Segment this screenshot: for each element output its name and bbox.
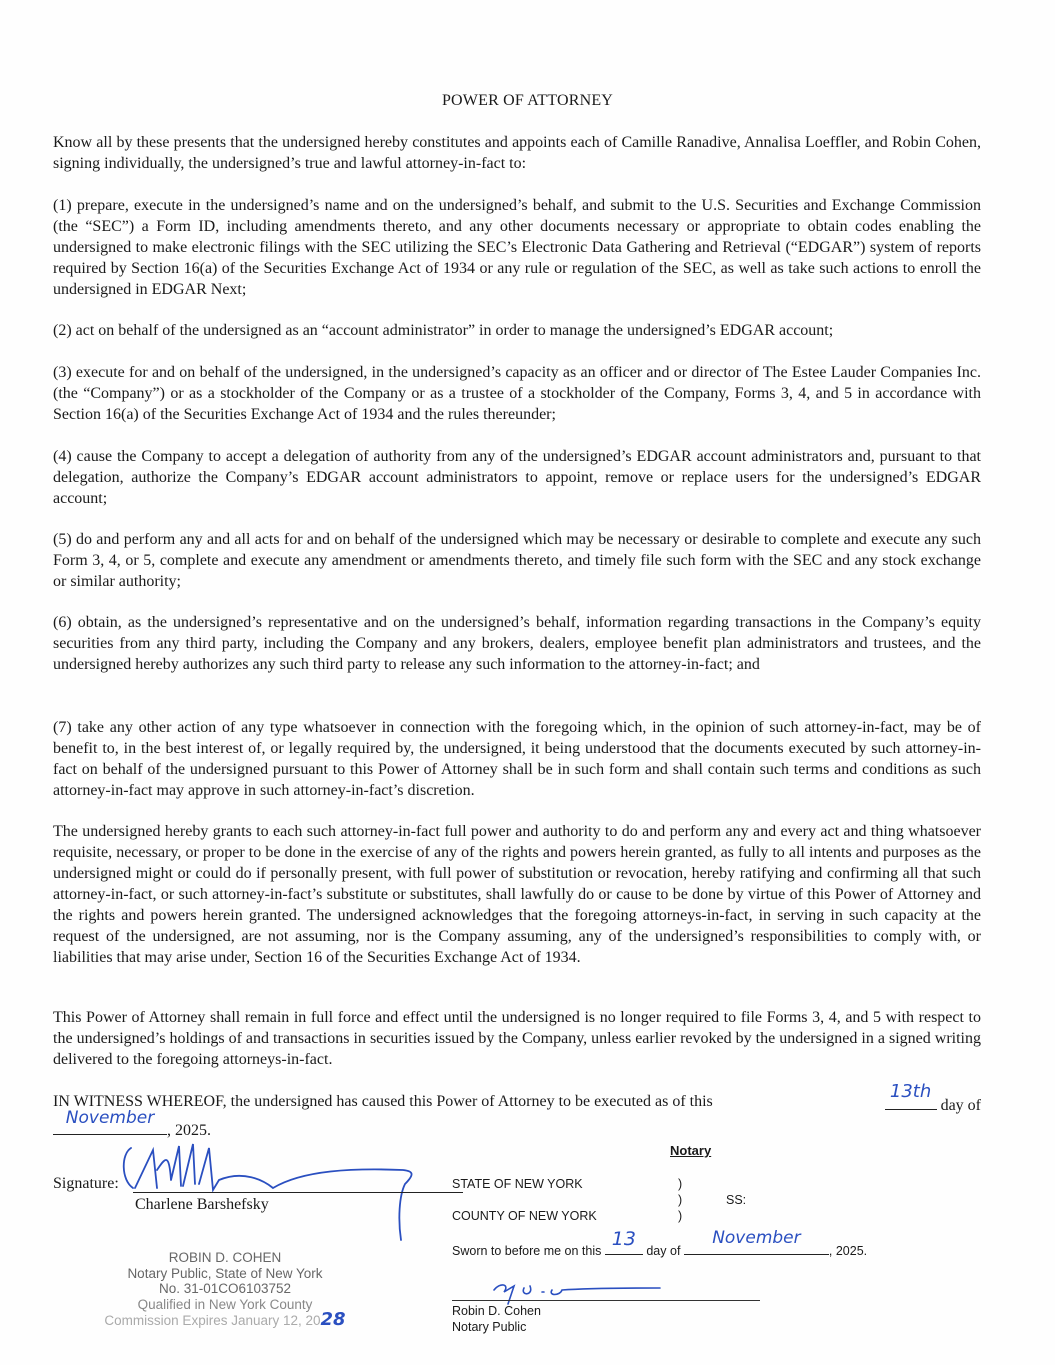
clause-3: (3) execute for and on behalf of the undersigned, in the undersigned’s capacity as an officer and or director of The Estee Lauder Companies Inc. (the “Company”) or as a stockholder of the Company or as a trustee of a stockholder of the Company, Forms 3, 4, and 5 in accordance with Section 16(a) of the Securities Exchange Act of 1934 and the rules thereunder; (53, 364, 981, 423)
notary-paren: ) (678, 1193, 683, 1207)
witness-text: IN WITNESS WHEREOF, the undersigned has caused this Power of Attorney to be executed as of this (53, 1093, 713, 1110)
notary-name: Robin D. Cohen (452, 1304, 541, 1318)
witness-month-field (53, 1108, 167, 1135)
handwritten-sworn-day: 13 (611, 1228, 636, 1250)
clause-1: (1) prepare, execute in the undersigned’s name and on the undersigned’s behalf, and submit to the U.S. Securities and Exchange Commission (the “SEC”) a Form ID, including amendments thereto, and any other documents necessary or appropriate to obtain codes enabling the undersigned to make electronic filings with the SEC utilizing the SEC’s Electronic Data Gathering and Retrieval (“EDGAR”) system of reports required by Section 16(a) of the Securities Exchange Act of 1934 or any rule or regulation of the SEC, as well as take such actions to enroll the undersigned in EDGAR Next; (53, 197, 981, 298)
handwritten-day: 13th (889, 1081, 932, 1102)
sworn-text: Sworn to before me on this (452, 1244, 602, 1258)
witness-day-field (885, 1081, 937, 1110)
witness-year: , 2025. (167, 1122, 211, 1139)
stamp-county: Qualified in New York County (137, 1296, 313, 1312)
notary-signature-line (452, 1300, 760, 1301)
notary-state: STATE OF NEW YORK (452, 1177, 583, 1191)
notary-paren: ) (678, 1177, 683, 1191)
notary-stamp (85, 1250, 365, 1329)
sworn-year: , 2025. (828, 1244, 868, 1258)
clause-2: (2) act on behalf of the undersigned as an “account administrator” in order to manage the undersigned’s EDGAR account; (53, 322, 834, 339)
grant-paragraph: The undersigned hereby grants to each such attorney-in-fact full power and authority to do and perform any and every act and thing whatsoever requisite, necessary, or proper to be done in the exercise of any of the rights and powers herein granted, as fully to all intents and purposes as the undersigned might or could do if personally present, with full power of substitution or revocation, hereby ratifying and confirming all that such attorney-in-fact, or such attorney-in-fact’s substitute or substitutes, shall lawfully do or cause to be done by virtue of this Power of Attorney and the rights and powers herein granted. The undersigned acknowledges that the foregoing attorneys-in-fact, in serving in such capacity at the request of the undersigned, are not assuming, nor is the Company assuming, any of the undersigned’s responsibilities to comply with, or liabilities that may arise under, Section 16 of the Securities Exchange Act of 1934. (53, 823, 981, 966)
sworn-day-field (605, 1228, 643, 1255)
notary-heading: Notary (670, 1143, 712, 1158)
clause-7: (7) take any other action of any type whatsoever in connection with the foregoing which, in the opinion of such attorney-in-fact, may be of benefit to, in the best interest of, or legally required by, the undersigned, it being understood that the documents executed by such attorney-in-fact on behalf of the undersigned pursuant to this Power of Attorney shall be in such form and shall contain such terms and conditions as such attorney-in-fact may approve in such attorney-in-fact’s discretion. (53, 719, 981, 799)
clause-5: (5) do and perform any and all acts for and on behalf of the undersigned which may be necessary or desirable to complete and execute any such Form 3, 4, or 5, complete and execute any amendment or amendments thereto, and timely file such form with the SEC and any stock exchange or similar authority; (53, 531, 981, 590)
notary-ss: SS: (726, 1193, 747, 1207)
witness-clause (53, 1081, 981, 1141)
signature-line (133, 1192, 463, 1193)
clause-4: (4) cause the Company to accept a delegation of authority from any of the undersigned’s EDGAR account administrators and, pursuant to that delegation, authorize the Company’s EDGAR account administrators to appoint, remove or replace users for the undersigned’s EDGAR account; (53, 448, 981, 507)
signature-label: Signature: (53, 1175, 119, 1192)
sworn-day-of: day of (646, 1244, 681, 1258)
document-title: POWER OF ATTORNEY (441, 92, 614, 109)
sworn-month-field (684, 1228, 829, 1255)
stamp-expiry-year: 28 (320, 1309, 346, 1330)
notary-sworn-line (452, 1228, 868, 1258)
handwritten-month: November (65, 1108, 155, 1128)
signer-name: Charlene Barshefsky (135, 1196, 269, 1213)
stamp-title: Notary Public, State of New York (127, 1265, 323, 1281)
intro-paragraph: Know all by these presents that the undersigned hereby constitutes and appoints each of Camille Ranadive, Annalisa Loeffler, and Robin Cohen, signing individually, the undersigned’s true and lawful attorney-in-fact to: (53, 134, 981, 172)
notary-title: Notary Public (452, 1320, 527, 1334)
witness-day-of: day of (940, 1097, 981, 1114)
duration-paragraph: This Power of Attorney shall remain in full force and effect until the undersigned is no longer required to file Forms 3, 4, and 5 with respect to the undersigned’s holdings of and transactions in securities issued by the Company, unless earlier revoked by the undersigned in a signed writing delivered to the foregoing attorneys-in-fact. (53, 1009, 981, 1068)
stamp-expiry: Commission Expires January 12, 20 (104, 1313, 321, 1328)
clause-6: (6) obtain, as the undersigned’s representative and on the undersigned’s behalf, information regarding transactions in the Company’s equity securities from any third party, including the Company and any brokers, dealers, employee benefit plan administrators and trustees, and the undersigned hereby authorizes any such third party to release any such information to the attorney-in-fact; and (53, 614, 981, 673)
stamp-number: No. 31-01CO6103752 (158, 1281, 292, 1296)
signature-block (53, 1150, 433, 1250)
notary-county: COUNTY OF NEW YORK (452, 1209, 597, 1223)
handwritten-signature-icon (113, 1140, 443, 1250)
stamp-name: ROBIN D. COHEN (168, 1250, 282, 1265)
handwritten-sworn-month: November (712, 1228, 801, 1248)
notary-paren: ) (678, 1209, 683, 1223)
